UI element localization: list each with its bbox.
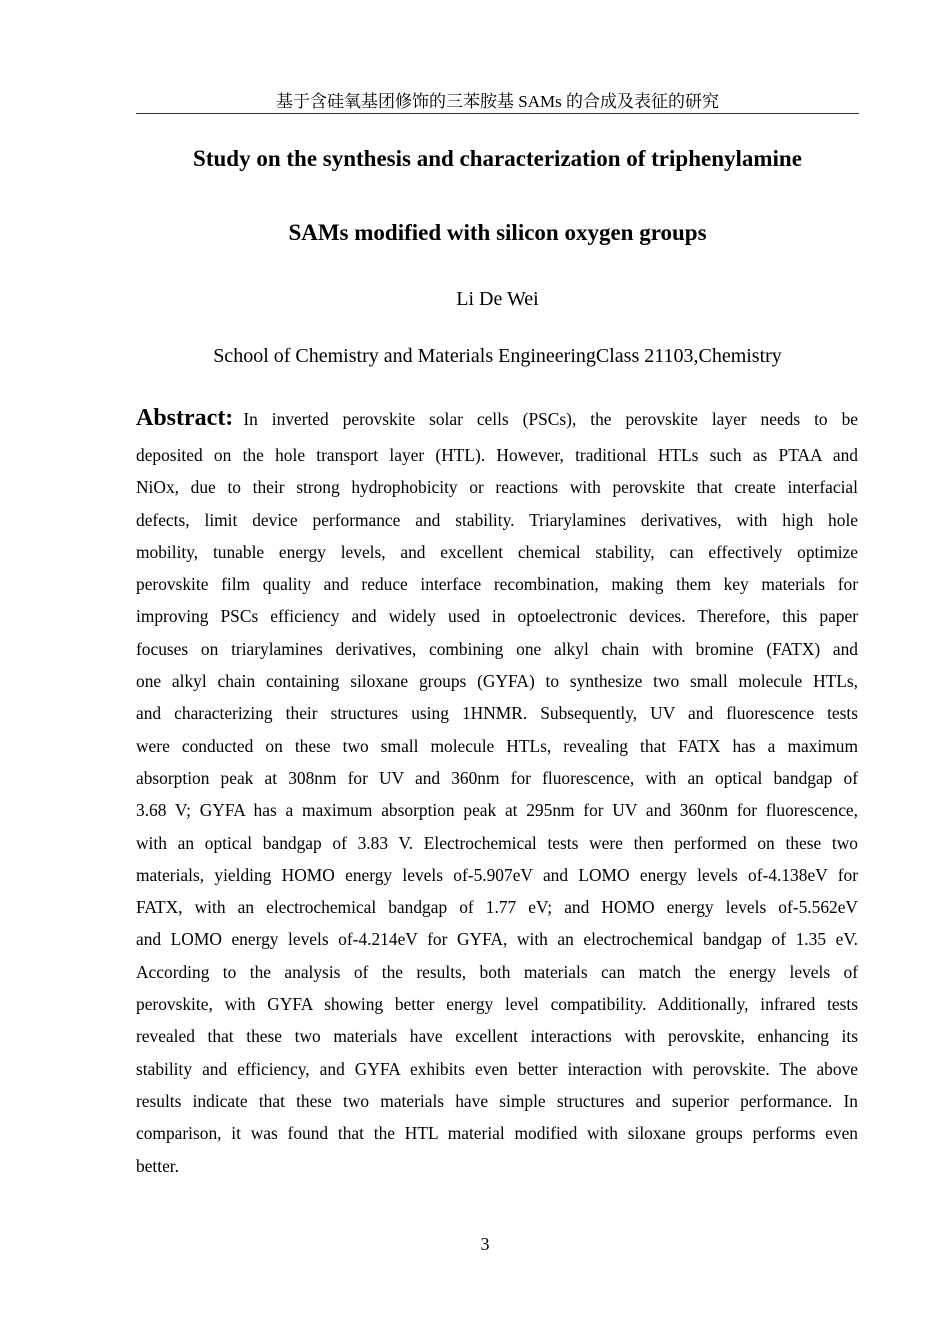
abstract-line: comparison, it was found that the HTL material modified with siloxane groups performs even [136, 1123, 858, 1144]
abstract-label: Abstract: [136, 405, 234, 431]
running-header: 基于含硅氧基团修饰的三苯胺基 SAMs 的合成及表征的研究 [276, 92, 719, 111]
abstract-line: perovskite film quality and reduce interface recombination, making them key materials for [136, 574, 858, 595]
abstract-line: perovskite, with GYFA showing better energy level compatibility. Additionally, infrared tests [136, 994, 858, 1015]
page-number: 3 [480, 1234, 490, 1254]
abstract-line: defects, limit device performance and stability. Triarylamines derivatives, with high hole [136, 509, 858, 530]
abstract-line: 3.68 V; GYFA has a maximum absorption peak at 295nm for UV and 360nm for fluorescence, [136, 800, 858, 821]
abstract-line: absorption peak at 308nm for UV and 360nm for fluorescence, with an optical bandgap of [136, 767, 858, 788]
abstract-line: NiOx, due to their strong hydrophobicity or reactions with perovskite that create interfacial [136, 477, 858, 498]
abstract-line: one alkyl chain containing siloxane groups (GYFA) to synthesize two small molecule HTLs, [136, 671, 858, 692]
abstract-line: with an optical bandgap of 3.83 V. Electrochemical tests were then performed on these two [136, 832, 858, 853]
abstract-line-text: In inverted perovskite solar cells (PSCs), the perovskite layer needs to be [243, 409, 858, 429]
header-rule [136, 113, 859, 114]
paper-title-line-1: Study on the synthesis and characterization of triphenylamine [193, 146, 802, 171]
abstract [136, 397, 858, 1182]
abstract-line: and LOMO energy levels of-4.214eV for GYFA, with an electrochemical bandgap of 1.35 eV. [136, 929, 858, 950]
affiliation: School of Chemistry and Materials EngineeringClass 21103,Chemistry [213, 345, 782, 367]
abstract-line: stability and efficiency, and GYFA exhibits even better interaction with perovskite. The above [136, 1058, 858, 1079]
abstract-line: and characterizing their structures using 1HNMR. Subsequently, UV and fluorescence tests [136, 703, 858, 724]
abstract-line: FATX, with an electrochemical bandgap of 1.77 eV; and HOMO energy levels of-5.562eV [136, 897, 858, 918]
abstract-line: mobility, tunable energy levels, and excellent chemical stability, can effectively optimize [136, 541, 858, 562]
paper-title-line-2: SAMs modified with silicon oxygen groups [288, 220, 707, 245]
abstract-line: improving PSCs efficiency and widely used in optoelectronic devices. Therefore, this paper [136, 606, 858, 627]
abstract-line: materials, yielding HOMO energy levels of-5.907eV and LOMO energy levels of-4.138eV for [136, 864, 858, 885]
abstract-line: results indicate that these two materials have simple structures and superior performance. In [136, 1090, 858, 1111]
abstract-line: deposited on the hole transport layer (HTL). However, traditional HTLs such as PTAA and [136, 445, 858, 465]
abstract-line: focuses on triarylamines derivatives, combining one alkyl chain with bromine (FATX) and [136, 638, 858, 659]
abstract-line: According to the analysis of the results, both materials can match the energy levels of [136, 961, 858, 982]
abstract-line: were conducted on these two small molecule HTLs, revealing that FATX has a maximum [136, 735, 858, 756]
abstract-line: better. [136, 1155, 179, 1176]
abstract-line [136, 397, 858, 439]
author-name: Li De Wei [456, 288, 539, 310]
abstract-line: revealed that these two materials have excellent interactions with perovskite, enhancing its [136, 1026, 858, 1047]
